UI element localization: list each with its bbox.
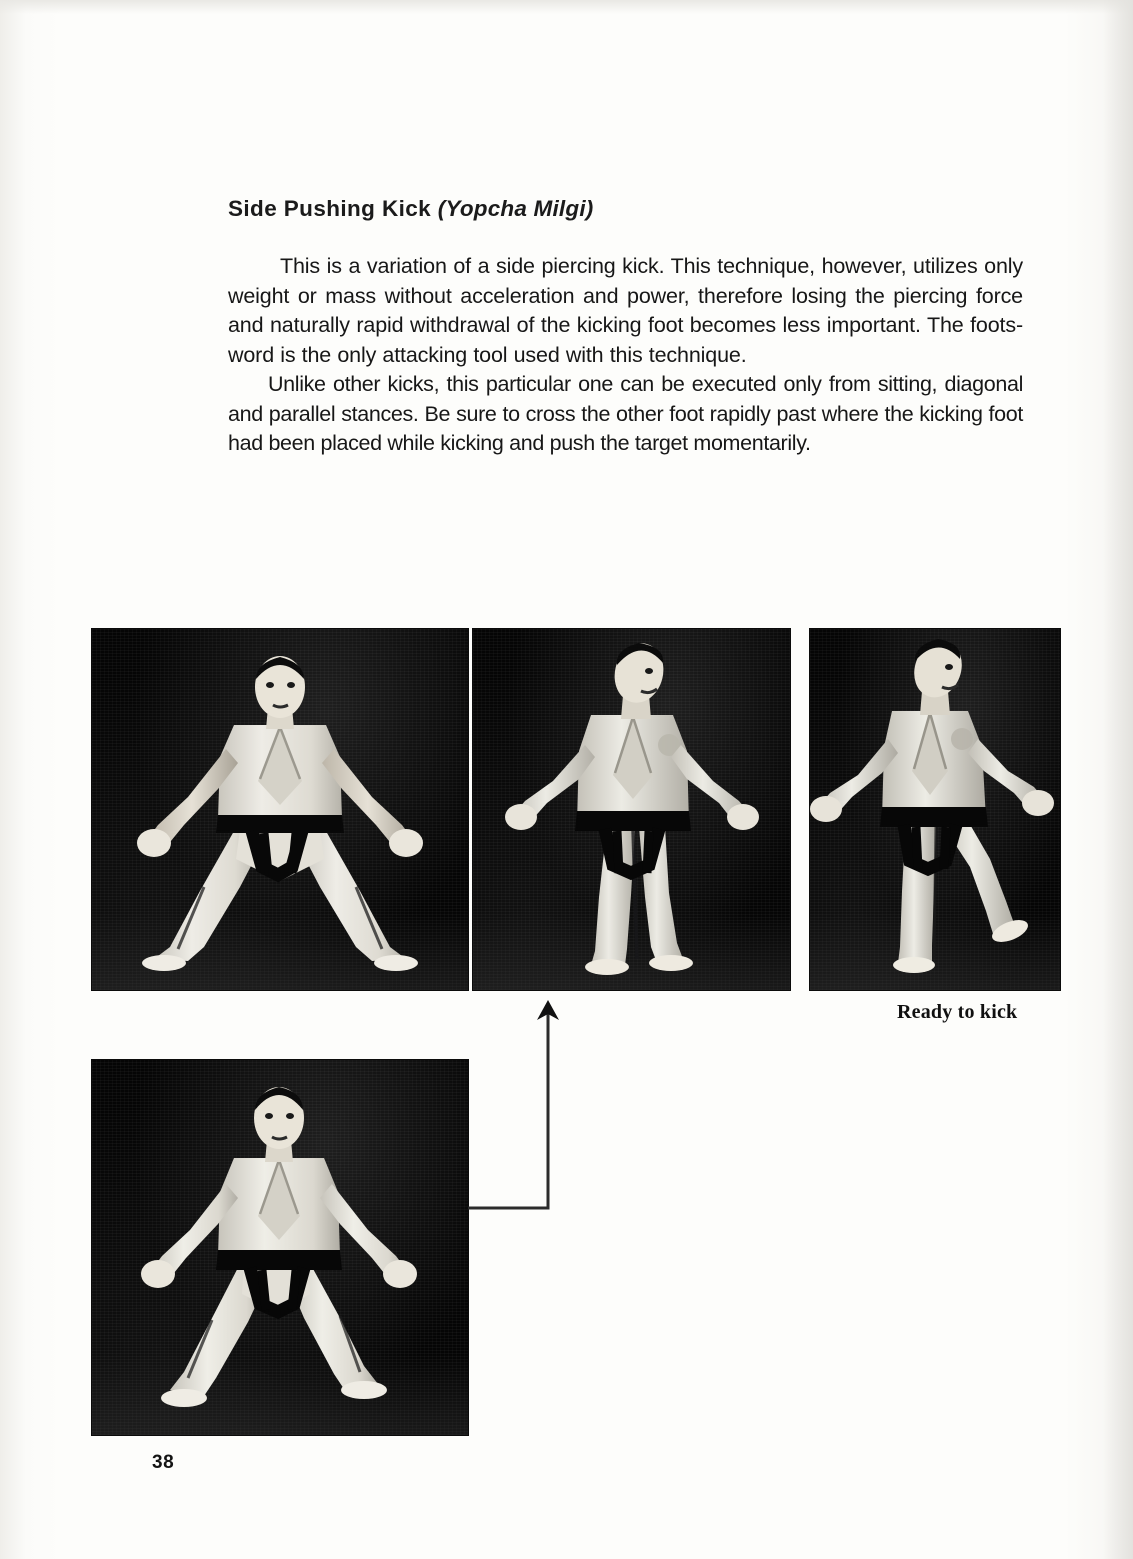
diagonal-stance-photo xyxy=(92,1060,468,1435)
crossing-step-photo xyxy=(473,629,790,990)
body-paragraph-2: Unlike other kicks, this particular one can be executed only from sitting, diagonal and parallel stances. Be sure to cross the other foot rapidly past where the kicking foot had been placed while kicking and push the target momentarily. xyxy=(228,372,1023,455)
crossing-step-figure xyxy=(473,629,790,990)
body-paragraph-1: This is a variation of a side piercing kick. This technique, however, utilizes only weight or mass without acceleration and power, therefore losing the piercing force and naturally rapid withdrawal of the kicking foot becomes less important. The foots-word is the only attacking tool used with this technique. xyxy=(228,254,1023,367)
sitting-stance-figure xyxy=(92,629,468,990)
sitting-stance-photo xyxy=(92,629,468,990)
ready-to-kick-photo xyxy=(810,629,1060,990)
page-number: 38 xyxy=(152,1452,175,1473)
text-block xyxy=(228,196,1023,459)
diagonal-stance-figure xyxy=(92,1060,468,1435)
page-title-english: Side Pushing Kick xyxy=(228,196,432,221)
page-title xyxy=(228,196,1023,222)
ready-to-kick-caption: Ready to kick xyxy=(897,1001,1018,1023)
page-title-korean: (Yopcha Milgi) xyxy=(437,196,594,221)
ready-to-kick-figure xyxy=(810,629,1060,990)
